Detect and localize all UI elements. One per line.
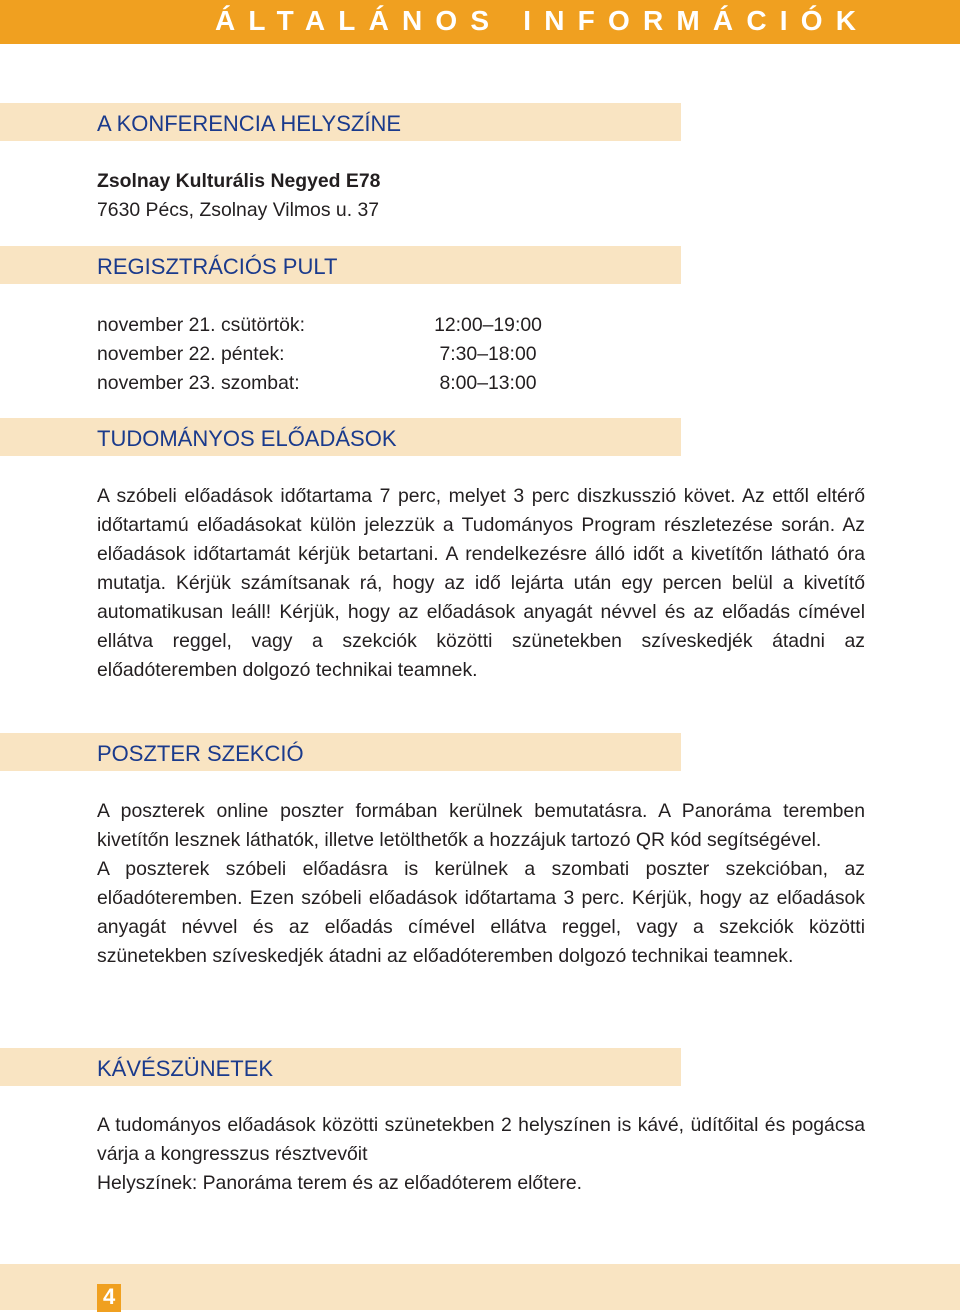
schedule-row xyxy=(97,340,865,369)
schedule-day: november 21. csütörtök: xyxy=(97,314,306,336)
schedule-time: 8:00–13:00 xyxy=(439,372,537,394)
coffee-paragraph-1: A tudományos előadások közötti szünetekben 2 helyszínen is kávé, üdítőital és pogácsa várja a kongresszus résztvevőit xyxy=(97,1114,865,1165)
schedule-row xyxy=(97,311,865,340)
venue-name: Zsolnay Kulturális Negyed E78 xyxy=(97,170,381,192)
schedule-day: november 23. szombat: xyxy=(97,372,300,394)
footer-bar xyxy=(0,1264,960,1310)
talks-paragraph: A szóbeli előadások időtartama 7 perc, melyet 3 perc diszkusszió követ. Az ettől eltérő időtartamú előadásokat külön jelezzük a Tudományos Program részletezése során. Az előadások időtartamát kérjük betartani. A rendelkezésre álló időt a kivetítőn látható óra mutatja. Kérjük számítsanak rá, hogy az idő lejárta után egy percen belül a kivetítő automatikusan leáll! Kérjük, hogy az előadások anyagát névvel és az előadás címével ellátva reggel, vagy a szekciók közötti szünetekben szíveskedjék átadni az előadóteremben dolgozó technikai teamnek. xyxy=(97,485,865,681)
coffee-text xyxy=(97,1111,865,1198)
talks-section xyxy=(0,418,960,456)
talks-heading-band xyxy=(0,418,681,456)
schedule-time: 7:30–18:00 xyxy=(439,343,537,365)
venue-section xyxy=(0,103,960,141)
poster-section xyxy=(0,733,960,771)
header-bar xyxy=(0,0,960,44)
schedule-time: 12:00–19:00 xyxy=(434,314,542,336)
venue-heading-band xyxy=(0,103,681,141)
poster-text xyxy=(97,797,865,971)
coffee-paragraph-2: Helyszínek: Panoráma terem és az előadóterem előtere. xyxy=(97,1172,583,1194)
registration-heading-band xyxy=(0,246,681,284)
venue-heading: A KONFERENCIA HELYSZÍNE xyxy=(97,111,402,136)
schedule-row xyxy=(97,369,865,398)
registration-schedule xyxy=(97,311,865,398)
poster-heading: POSZTER SZEKCIÓ xyxy=(97,741,304,766)
poster-paragraph-1: A poszterek online poszter formában kerülnek bemutatásra. A Panoráma teremben kivetítőn lesznek láthatók, illetve letölthetők a hozzájuk tartozó QR kód segítségével. xyxy=(97,800,865,851)
coffee-heading: KÁVÉSZÜNETEK xyxy=(97,1056,274,1081)
talks-heading: TUDOMÁNYOS ELŐADÁSOK xyxy=(97,426,397,451)
registration-section xyxy=(0,246,960,284)
poster-heading-band xyxy=(0,733,681,771)
coffee-section xyxy=(0,1048,960,1086)
page-title: ÁLTALÁNOS INFORMÁCIÓK xyxy=(215,5,870,36)
poster-paragraph-2: A poszterek szóbeli előadásra is kerülnek a szombati poszter szekcióban, az előadóteremben. Ezen szóbeli előadások időtartama 3 perc. Kérjük, hogy az előadások anyagát névvel és az előadás címével ellátva reggel, vagy a szekciók közötti szünetekben szíveskedjék átadni az előadóteremben dolgozó technikai teamnek. xyxy=(97,858,865,967)
venue-details xyxy=(97,167,865,225)
talks-text xyxy=(97,482,865,685)
coffee-heading-band xyxy=(0,1048,681,1086)
venue-address: 7630 Pécs, Zsolnay Vilmos u. 37 xyxy=(97,199,380,221)
registration-heading: REGISZTRÁCIÓS PULT xyxy=(97,254,338,279)
page-number: 4 xyxy=(97,1284,121,1312)
schedule-day: november 22. péntek: xyxy=(97,343,285,365)
